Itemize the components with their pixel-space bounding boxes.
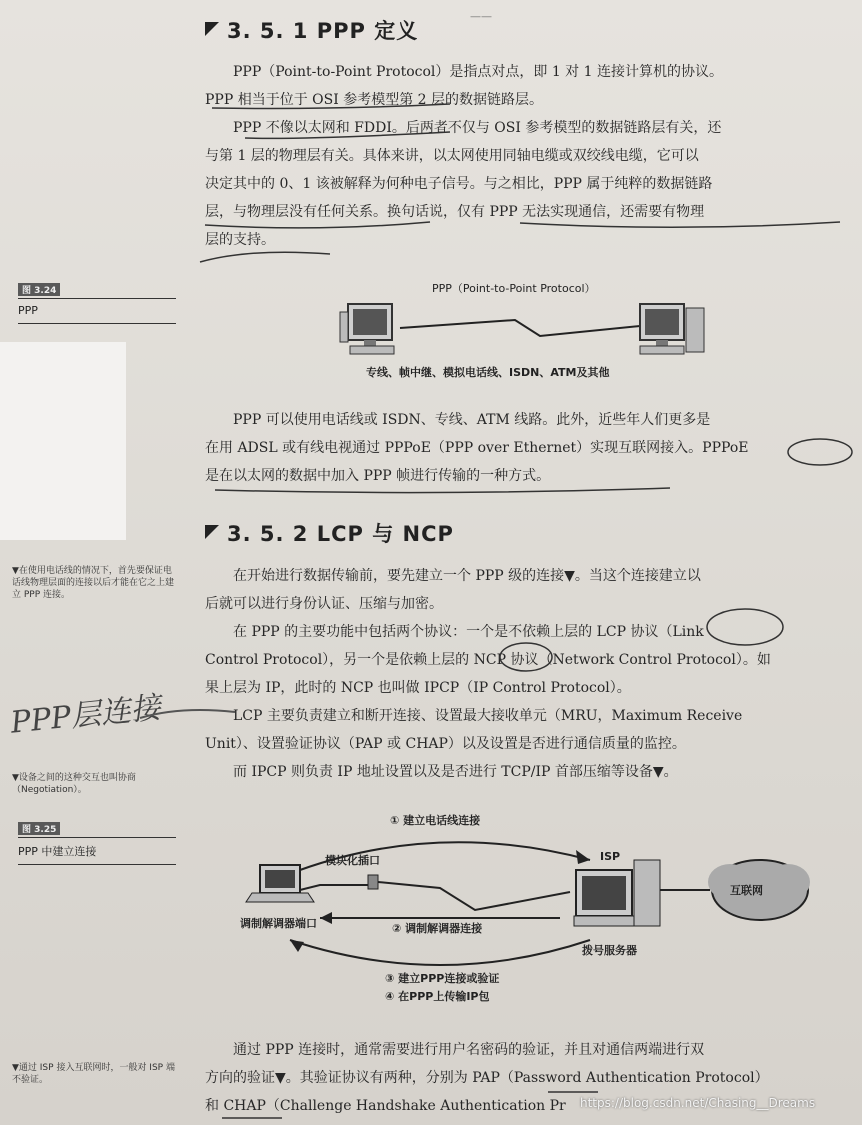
text-line: 与第 1 层的物理层有关。具体来讲，以太网使用同轴电缆或双绞线电缆，它可以: [205, 148, 699, 164]
figure-label: PPP 中建立连接: [18, 845, 97, 858]
text-line: Unit）、设置验证协议（PAP 或 CHAP）以及设置是否进行通信质量的监控。: [205, 736, 686, 752]
text-line: PPP 相当于位于 OSI 参考模型第 2 层的数据链路层。: [205, 92, 544, 108]
margin-note-1: ▼在使用电话线的情况下，首先要保证电话线物理层面的连接以后才能在它之上建立 PPP 连接。: [12, 566, 175, 600]
margin-note-2: ▼设备之间的这种交互也叫协商（Negotiation）。: [12, 773, 136, 795]
text-line: PPP 不像以太网和 FDDI。后两者不仅与 OSI 参考模型的数据链路层有关，还: [233, 120, 722, 136]
modem-port-label: 调制解调器端口: [240, 917, 317, 930]
figure-caption: 专线、帧中继、模拟电话线、ISDN、ATM及其他: [366, 366, 610, 379]
text-line: 在 PPP 的主要功能中包括两个协议：一个是不依赖上层的 LCP 协议（Link: [233, 624, 704, 640]
text-line: 层，与物理层没有任何关系。换句话说，仅有 PPP 无法实现通信，还需要有物理: [205, 204, 705, 220]
text-line: LCP 主要负责建立和断开连接、设置最大接收单元（MRU，Maximum Receive: [233, 708, 743, 724]
text-line: Control Protocol），另一个是依赖上层的 NCP 协议（Network Control Protocol）。如: [205, 652, 771, 668]
step-4-label: ④ 在PPP上传输IP包: [385, 990, 490, 1003]
text-line: 方向的验证▼。其验证协议有两种，分别为 PAP（Password Authentication Protocol）: [205, 1070, 769, 1086]
watermark: https://blog.csdn.net/Chasing__Dreams: [580, 1096, 816, 1110]
step-3-label: ③ 建立PPP连接或验证: [385, 972, 500, 985]
step-1-label: ① 建立电话线连接: [390, 814, 481, 827]
figure-number: 图 3.24: [18, 283, 60, 296]
figure-title: PPP（Point-to-Point Protocol）: [432, 282, 596, 295]
text-line: 层的支持。: [205, 232, 275, 248]
text-line: 在用 ADSL 或有线电视通过 PPPoE（PPP over Ethernet）实现互联网接入。PPPoE: [205, 440, 749, 456]
section-title-2: 3. 5. 2 LCP 与 NCP: [227, 522, 454, 546]
text-line: 后就可以进行身份认证、压缩与加密。: [205, 596, 443, 612]
figure-number: 图 3.25: [18, 822, 60, 835]
text-line: 是在以太网的数据中加入 PPP 帧进行传输的一种方式。: [205, 468, 551, 484]
step-2-label: ② 调制解调器连接: [392, 922, 483, 935]
handwritten-note: PPP层连接: [8, 690, 163, 741]
text-line: 和 CHAP（Challenge Handshake Authentication Pr: [205, 1098, 566, 1114]
text-line: 在开始进行数据传输前，要先建立一个 PPP 级的连接▼。当这个连接建立以: [233, 568, 701, 584]
text-line: 果上层为 IP，此时的 NCP 也叫做 IPCP（IP Control Protocol）。: [205, 680, 631, 696]
section-title-1: 3. 5. 1 PPP 定义: [227, 19, 419, 43]
internet-label: 互联网: [730, 884, 763, 897]
text-line: 而 IPCP 则负责 IP 地址设置以及是否进行 TCP/IP 首部压缩等设备▼。: [233, 764, 678, 780]
figure-label: PPP: [18, 304, 38, 317]
pencil-mark: ——: [470, 10, 492, 23]
isp-label: ISP: [600, 850, 621, 863]
text-line: 通过 PPP 连接时，通常需要进行用户名密码的验证，并且对通信两端进行双: [233, 1042, 705, 1058]
dial-server-label: 拨号服务器: [582, 944, 637, 957]
margin-note-3: ▼通过 ISP 接入互联网时，一般对 ISP 端不验证。: [12, 1063, 175, 1085]
text-line: PPP 可以使用电话线或 ISDN、专线、ATM 线路。此外，近些年人们更多是: [233, 412, 711, 428]
modular-port-label: 模块化插口: [325, 854, 380, 867]
text-line: 决定其中的 0、1 该被解释为何种电子信号。与之相比，PPP 属于纯粹的数据链路: [205, 176, 713, 192]
text-line: PPP（Point-to-Point Protocol）是指点对点，即 1 对 1 连接计算机的协议。: [233, 64, 723, 80]
